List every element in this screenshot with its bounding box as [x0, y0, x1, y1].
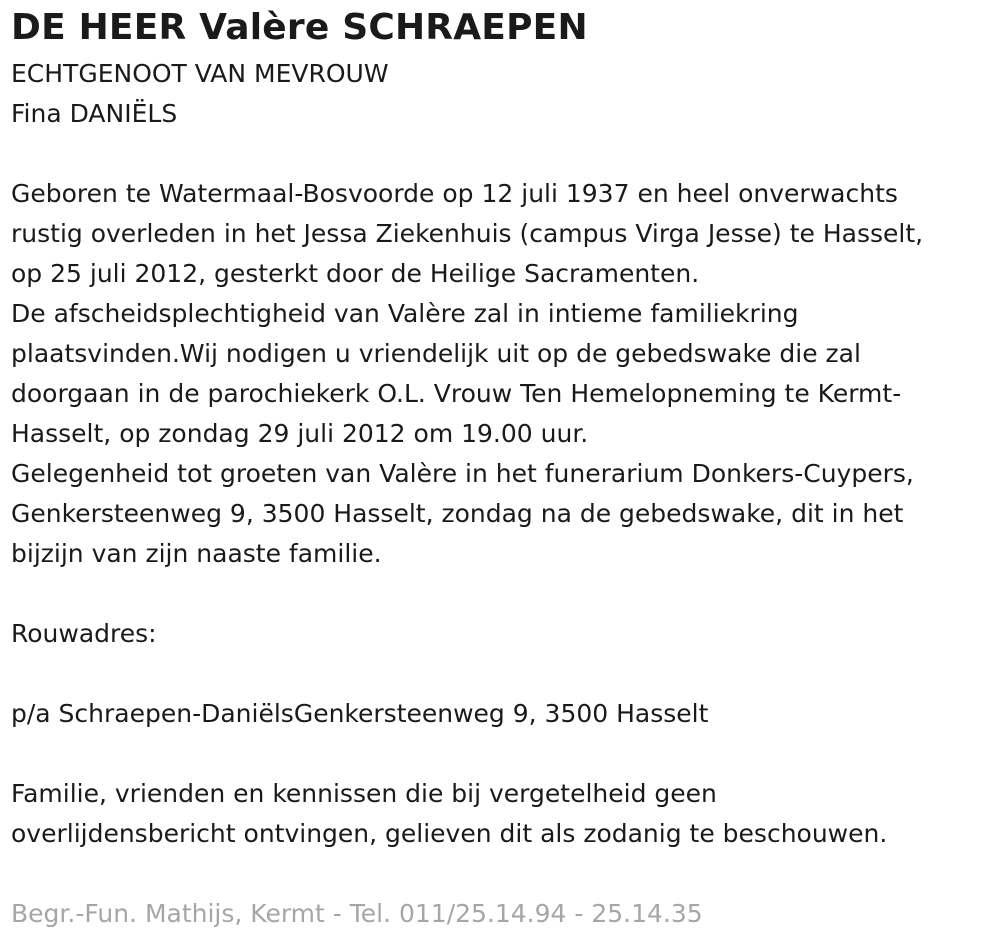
spacer: [11, 854, 1000, 894]
mourning-address-value: p/a Schraepen-DaniëlsGenkersteenweg 9, 3500 Hasselt: [11, 699, 709, 728]
funeral-home-footer: Begr.-Fun. Mathijs, Kermt - Tel. 011/25.14.94 - 25.14.35: [11, 899, 703, 928]
obituary-body: [11, 174, 1000, 574]
body-line: plaatsvinden.Wij nodigen u vriendelijk uit op de gebedswake die zal: [11, 339, 861, 368]
notice-line: Familie, vrienden en kennissen die bij vergetelheid geen: [11, 779, 717, 808]
spacer: [11, 134, 1000, 174]
body-line: Hasselt, op zondag 29 juli 2012 om 19.00 uur.: [11, 419, 589, 448]
mourning-address-label: Rouwadres:: [11, 619, 157, 648]
body-line: bijzijn van zijn naaste familie.: [11, 539, 382, 568]
spouse-name: Fina DANIËLS: [11, 99, 178, 128]
body-line: Genkersteenweg 9, 3500 Hasselt, zondag na de gebedswake, dit in het: [11, 499, 904, 528]
body-line: rustig overleden in het Jessa Ziekenhuis (campus Virga Jesse) te Hasselt,: [11, 219, 924, 248]
body-line: Geboren te Watermaal-Bosvoorde op 12 juli 1937 en heel onverwachts: [11, 179, 898, 208]
body-line: Gelegenheid tot groeten van Valère in het funerarium Donkers-Cuypers,: [11, 459, 914, 488]
body-line: op 25 juli 2012, gesterkt door de Heilige Sacramenten.: [11, 259, 700, 288]
notice-line: overlijdensbericht ontvingen, gelieven dit als zodanig te beschouwen.: [11, 819, 888, 848]
body-line: De afscheidsplechtigheid van Valère zal in intieme familiekring: [11, 299, 799, 328]
spacer: [11, 734, 1000, 774]
notice-paragraph: [11, 774, 1000, 854]
deceased-name-title: DE HEER Valère SCHRAEPEN: [11, 7, 588, 48]
relation-line: ECHTGENOOT VAN MEVROUW: [11, 59, 389, 88]
spacer: [11, 654, 1000, 694]
spacer: [11, 574, 1000, 614]
body-line: doorgaan in de parochiekerk O.L. Vrouw Ten Hemelopneming te Kermt-: [11, 379, 902, 408]
